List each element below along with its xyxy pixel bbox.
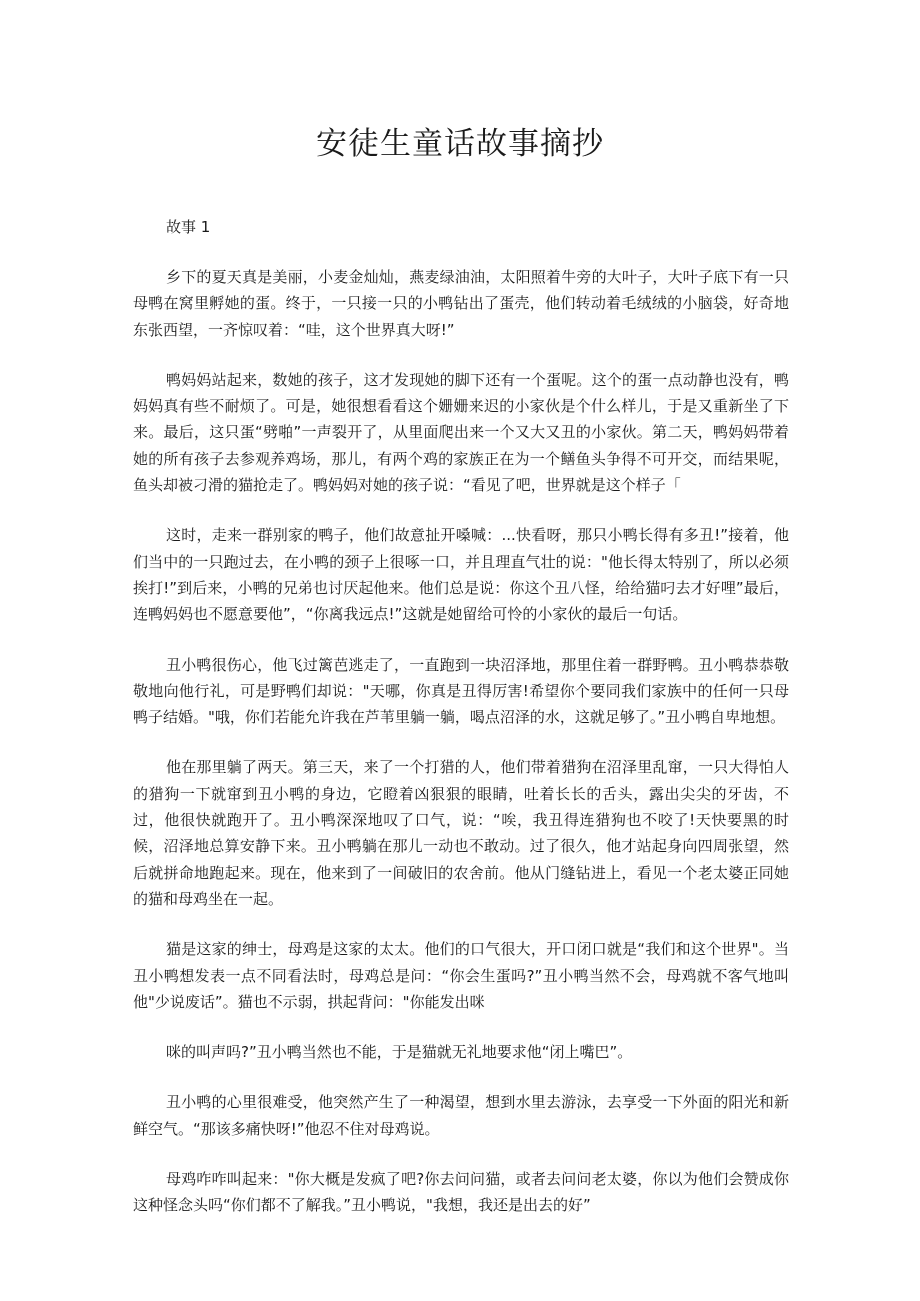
paragraph: 丑小鸭很伤心，他飞过篱芭逃走了，一直跑到一块沼泽地，那里住着一群野鸭。丑小鸭恭恭敬敬地向他行礼，可是野鸭们却说："天哪，你真是丑得厉害!希望你个要同我们家族中的任何一只母鸭子结婚。"哦，你们若能允许我在芦苇里躺一躺，喝点沼泽的水，这就足够了。”丑小鸭自卑地想。 [133,655,789,727]
page-title: 安徒生童话故事摘抄 [316,126,604,162]
document-body [133,214,789,1243]
paragraph: 猫是这家的绅士，母鸡是这家的太太。他们的口气很大，开口闭口就是“我们和这个世界"。当丑小鸭想发表一点不同看法时，母鸡总是问：“你会生蛋吗?”丑小鸭当然不会，母鸡就不客气地叫他"少说废话”。猫也不示弱，拱起背问："你能发出咪 [133,940,789,1011]
paragraph: 乡下的夏天真是美丽，小麦金灿灿，燕麦绿油油，太阳照着牛旁的大叶子，大叶子底下有一只母鸭在窝里孵她的蛋。终于，一只接一只的小鸭钻出了蛋壳，他们转动着毛绒绒的小脑袋，好奇地东张西望，一齐惊叹着：“哇，这个世界真大呀!” [133,268,789,339]
paragraph: 咪的叫声吗?”丑小鸭当然也不能，于是猫就无礼地要求他“闭上嘴巴”。 [166,1043,633,1062]
section-label: 故事 1 [166,218,211,236]
paragraph: 鸭妈妈站起来，数她的孩子，这才发现她的脚下还有一个蛋呢。这个的蛋一点动静也没有，鸭妈妈真有些不耐烦了。可是，她很想看看这个姗姗来迟的小家伙是个什么样儿，于是又重新坐了下来。最后，这只蛋“劈啪”一声裂开了，从里面爬出来一个又大又丑的小家伙。第二天，鸭妈妈带着她的所有孩子去参观养鸡场，那儿，有两个鸡的家族正在为一个鳝鱼头争得不可开交，而结果呢，鱼头却被刁滑的猫抢走了。鸭妈妈对她的孩子说：“看见了吧，世界就是这个样子「 [133,370,789,495]
paragraph: 丑小鸭的心里很难受，他突然产生了一种渴望，想到水里去游泳，去享受一下外面的阳光和新鲜空气。“那该多痛快呀!”他忍不住对母鸡说。 [133,1093,789,1138]
paragraph: 这时，走来一群别家的鸭子，他们故意扯开嗓喊：...快看呀，那只小鸭长得有多丑!”接着，他们当中的一只跑过去，在小鸭的颈子上很啄一口，并且理直气壮的说："他长得太特别了，所以必须挨打!”到后来，小鸭的兄弟也讨厌起他来。他们总是说：你这个丑八怪，给给猫叼去才好哩”最后，连鸭妈妈也不愿意要他”，“你离我远点!”这就是她留给可怜的小家伙的最后一句话。 [133,526,789,624]
paragraph: 他在那里躺了两天。第三天，来了一个打猎的人，他们带着猎狗在沼泽里乱窜，一只大得怕人的猎狗一下就窜到丑小鸭的身边，它瞪着凶狠狠的眼睛，吐着长长的舌头，露出尖尖的牙齿，不过，他很快就跑开了。丑小鸭深深地叹了口气，说：“唉，我丑得连猎狗也不咬了!天快要黑的时候，沼泽地总算安静下来。丑小鸭躺在那儿一动也不敢动。过了很久，他才站起身向四周张望，然后就拼命地跑起来。现在，他来到了一间破旧的农舍前。他从门缝钻进上，看见一个老太婆正同她的猫和母鸡坐在一起。 [133,758,789,908]
paragraph: 母鸡咋咋叫起来："你大概是发疯了吧?你去问问猫，或者去问问老太婆，你以为他们会赞成你这种怪念头吗“你们都不了解我。”丑小鸭说，"我想，我还是出去的好” [133,1170,789,1215]
